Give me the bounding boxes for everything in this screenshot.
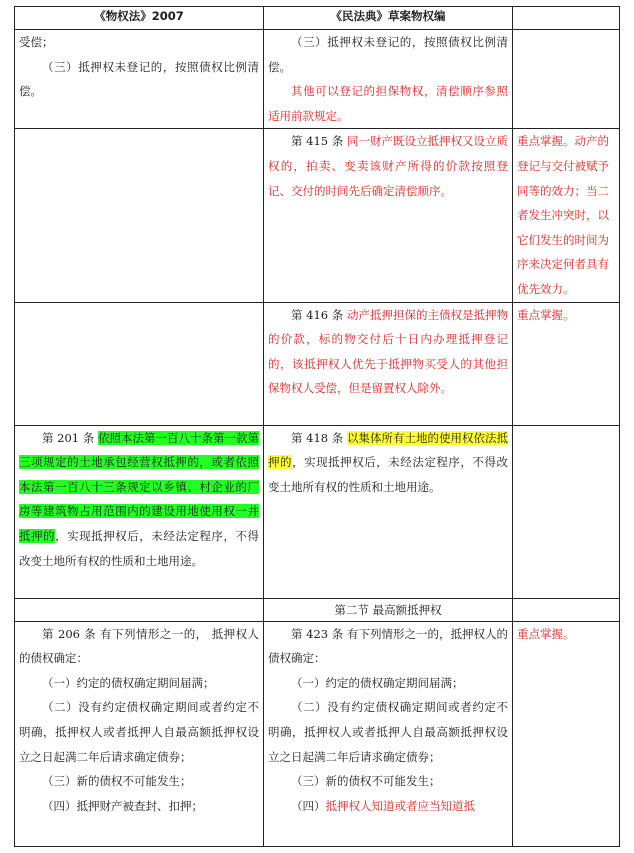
article-text: ，实现抵押权后，未经法定程序，不得改变土地所有权的性质和土地用途。 (268, 455, 509, 494)
section-row (15, 598, 620, 621)
cell-note (513, 598, 620, 621)
cell-new-law (264, 129, 513, 302)
cell-old-law (15, 598, 264, 621)
article-text: ，实现抵押权后，未经法定程序，不得改变土地所有权的性质和土地用途。 (19, 528, 260, 568)
article-number: 第 418 条 (291, 430, 344, 445)
article-text: 有下列情形之一的， 抵押权人的债权确定： (19, 626, 260, 666)
table-row (15, 425, 620, 598)
cell-old-law (15, 621, 264, 846)
list-item: （二）没有约定债权确定期间或者约定不明确，抵押权人或者抵押人自最高额抵押权设立之日起满二年后请求确定债券； (19, 700, 259, 764)
cell-old-law (15, 129, 264, 302)
list-item: （三）新的债权不可能发生； (42, 774, 192, 789)
header-col-2: 《民法典》草案物权编 (264, 7, 513, 30)
cell-new-law (264, 302, 513, 425)
article-number: 第 206 条 (42, 626, 97, 641)
table-row (15, 30, 620, 129)
list-item: （一）约定的债权确定期间届满； (291, 675, 464, 690)
cell-new-law (264, 621, 513, 846)
article-text: 动产抵押担保的主债权是抵押物的价款，标的物交付后十日内办理抵押登记的，该抵押权人优先于抵押物买受人的其他担保物权人受偿，但是留置权人除外。 (268, 307, 509, 396)
article-number: 第 423 条 (291, 626, 344, 641)
cell-note (513, 425, 620, 598)
header-col-1: 《物权法》2007 (15, 7, 264, 30)
article-number: 第 201 条 (42, 430, 95, 445)
list-item: （二）没有约定债权确定期间或者约定不明确，抵押权人或者抵押人自最高额抵押权设立之日起满二年后请求确定债券； (268, 700, 508, 764)
list-item: （四）抵押财产被查封、扣押； (42, 798, 203, 813)
cell-new-law (264, 425, 513, 598)
table-row (15, 621, 620, 846)
article-text: 同一财产既设立抵押权又设立质权的，拍卖、变卖该财产所得的价款按照登记、交付的时间先后确定清偿顺序。 (268, 134, 509, 198)
article-text: 有下列情形之一的，抵押权人的债权确定： (268, 626, 509, 666)
list-item-red: 抵押权人知道或者应当知道抵 (325, 798, 475, 813)
header-row (15, 7, 620, 30)
article-number: 第 416 条 (291, 307, 344, 322)
cell-old-law (15, 30, 264, 129)
cell-new-law (264, 30, 513, 129)
cell-note: 重点掌握。 (513, 621, 620, 846)
section-title: 第二节 最高额抵押权 (264, 598, 513, 621)
list-item: （三）新的债权不可能发生； (291, 774, 441, 789)
header-col-3 (513, 7, 620, 30)
list-item: （一）约定的债权确定期间届满； (42, 675, 215, 690)
cell-old-law (15, 302, 264, 425)
list-item: （四） (291, 798, 326, 813)
paragraph: （三）抵押权未登记的，按照债权比例清偿。 (268, 35, 508, 74)
comparison-table (14, 6, 620, 847)
highlighted-text: 以集体所有土地的使用权依法抵押的 (268, 430, 509, 470)
article-number: 第 415 条 (291, 134, 344, 149)
cell-old-law (15, 425, 264, 598)
text-line: 受偿； (19, 35, 54, 49)
cell-note: 重点掌握。动产的登记与交付被赋予同等的效力；当二者发生冲突时，以它们发生的时间为序来决定何者具有优先效力。 (513, 129, 620, 302)
highlighted-text: 依照本法第一百八十条第一款第三项规定的土地承包经营权抵押的，或者依照本法第一百八十三条规定以乡镇、村企业的厂房等建筑物占用范围内的建设用地使用权一并抵押的 (19, 430, 260, 543)
table-row (15, 129, 620, 302)
table-row (15, 302, 620, 425)
cell-note: 重点掌握。 (513, 302, 620, 425)
paragraph-red: 其他可以登记的担保物权，清偿顺序参照适用前款规定。 (268, 84, 508, 123)
cell-note (513, 30, 620, 129)
paragraph: （三）抵押权未登记的，按照债权比例清偿。 (19, 59, 259, 99)
